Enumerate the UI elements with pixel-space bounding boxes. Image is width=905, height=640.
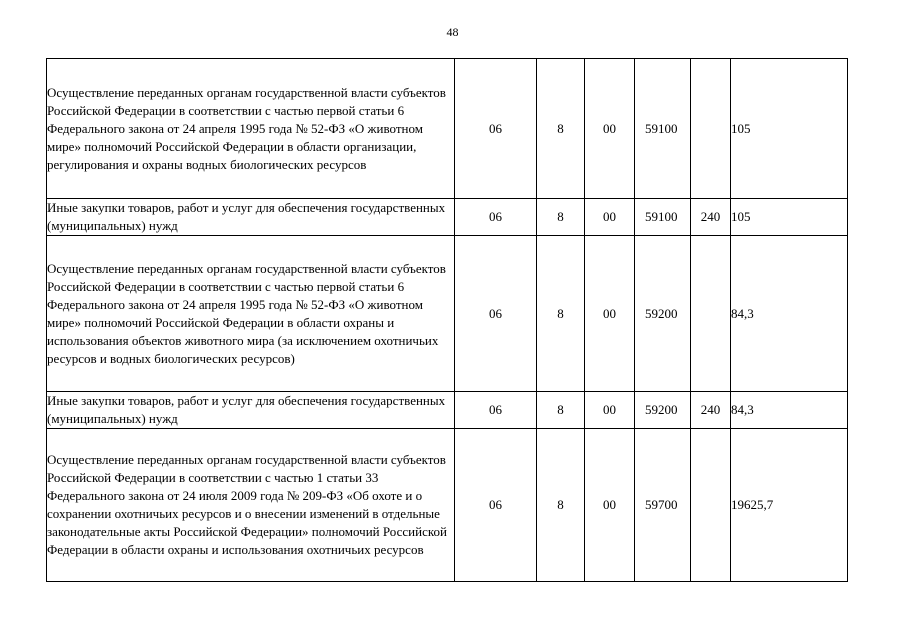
row-description: Иные закупки товаров, работ и услуг для обеспечения государственных (муниципальных) нужд xyxy=(47,392,455,429)
row-description: Осуществление переданных органам государственной власти субъектов Российской Федерации в соответствии с частью первой статьи 6 Федерального закона от 24 апреля 1995 года № 52-ФЗ «О животном мире» полномочий Российской Федерации в области организации, регулирования и охраны водных биологических ресурсов xyxy=(47,59,455,199)
row-subsection: 8 xyxy=(537,59,585,199)
row-description: Иные закупки товаров, работ и услуг для обеспечения государственных (муниципальных) нужд xyxy=(47,199,455,236)
row-expense-type xyxy=(691,236,731,392)
row-subsection: 8 xyxy=(537,392,585,429)
row-target: 59200 xyxy=(635,392,691,429)
row-target: 59100 xyxy=(635,59,691,199)
row-amount: 105 xyxy=(731,59,848,199)
table-row xyxy=(47,199,848,236)
row-description: Осуществление переданных органам государственной власти субъектов Российской Федерации в соответствии с частью первой статьи 6 Федерального закона от 24 апреля 1995 года № 52-ФЗ «О животном мире» полномочий Российской Федерации в области охраны и использования объектов животного мира (за исключением охотничьих ресурсов и водных биологических ресурсов) xyxy=(47,236,455,392)
row-subsection: 8 xyxy=(537,199,585,236)
row-expense-type: 240 xyxy=(691,199,731,236)
row-section: 06 xyxy=(455,236,537,392)
row-amount: 105 xyxy=(731,199,848,236)
row-target: 59700 xyxy=(635,429,691,582)
row-target: 59200 xyxy=(635,236,691,392)
row-amount: 19625,7 xyxy=(731,429,848,582)
page-number: 48 xyxy=(446,25,459,39)
row-program: 00 xyxy=(585,199,635,236)
row-expense-type xyxy=(691,59,731,199)
row-program: 00 xyxy=(585,59,635,199)
table-row xyxy=(47,59,848,199)
row-expense-type: 240 xyxy=(691,392,731,429)
row-section: 06 xyxy=(455,59,537,199)
row-section: 06 xyxy=(455,199,537,236)
table-row xyxy=(47,429,848,582)
table-row xyxy=(47,236,848,392)
row-subsection: 8 xyxy=(537,429,585,582)
row-program: 00 xyxy=(585,429,635,582)
budget-table xyxy=(46,58,848,582)
row-expense-type xyxy=(691,429,731,582)
row-amount: 84,3 xyxy=(731,236,848,392)
row-section: 06 xyxy=(455,392,537,429)
budget-table-body xyxy=(47,59,848,582)
row-section: 06 xyxy=(455,429,537,582)
row-subsection: 8 xyxy=(537,236,585,392)
row-program: 00 xyxy=(585,392,635,429)
row-program: 00 xyxy=(585,236,635,392)
row-amount: 84,3 xyxy=(731,392,848,429)
row-description: Осуществление переданных органам государственной власти субъектов Российской Федерации в соответствии с частью 1 статьи 33 Федерального закона от 24 июля 2009 года № 209-ФЗ «Об охоте и о сохранении охотничьих ресурсов и о внесении изменений в отдельные законодательные акты Российской Федерации» полномочий Российской Федерации в области охраны и использования охотничьих ресурсов xyxy=(47,429,455,582)
row-target: 59100 xyxy=(635,199,691,236)
table-row xyxy=(47,392,848,429)
